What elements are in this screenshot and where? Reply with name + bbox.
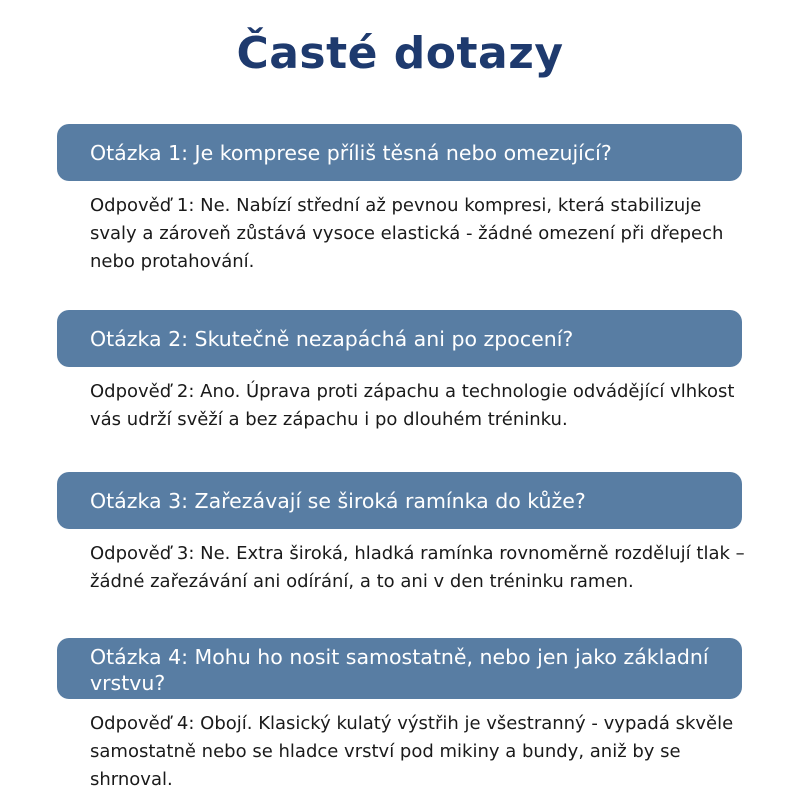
faq-answer-1: Odpověď 1: Ne. Nabízí střední až pevnou kompresi, která stabilizuje svaly a zároveň zůstává vysoce elastická - žádné omezení při dřepech nebo protahování. xyxy=(90,195,724,272)
faq-answer-3: Odpověď 3: Ne. Extra široká, hladká ramínka rovnoměrně rozdělují tlak – žádné zařezávání ani odírání, a to ani v den tréninku ramen. xyxy=(90,543,745,592)
faq-item-1 xyxy=(57,124,742,276)
faq-question-2[interactable]: Otázka 2: Skutečně nezapáchá ani po zpocení? xyxy=(57,310,742,367)
faq-answer-4: Odpověď 4: Obojí. Klasický kulatý výstřih je všestranný - vypadá skvěle samostatně nebo se hladce vrství pod mikiny a bundy, aniž by se shrnoval. xyxy=(90,713,734,790)
faq-item-4 xyxy=(57,638,742,794)
faq-item-2 xyxy=(57,310,742,434)
faq-item-3 xyxy=(57,472,745,596)
faq-question-4[interactable]: Otázka 4: Mohu ho nosit samostatně, nebo jen jako základní vrstvu? xyxy=(57,638,742,699)
page-title: Časté dotazy xyxy=(236,28,564,79)
faq-answer-2: Odpověď 2: Ano. Úprava proti zápachu a technologie odvádějící vlhkost vás udrží svěží a bez zápachu i po dlouhém tréninku. xyxy=(90,381,735,430)
faq-question-1[interactable]: Otázka 1: Je komprese příliš těsná nebo omezující? xyxy=(57,124,742,181)
faq-question-3[interactable]: Otázka 3: Zařezávají se široká ramínka do kůže? xyxy=(57,472,742,529)
